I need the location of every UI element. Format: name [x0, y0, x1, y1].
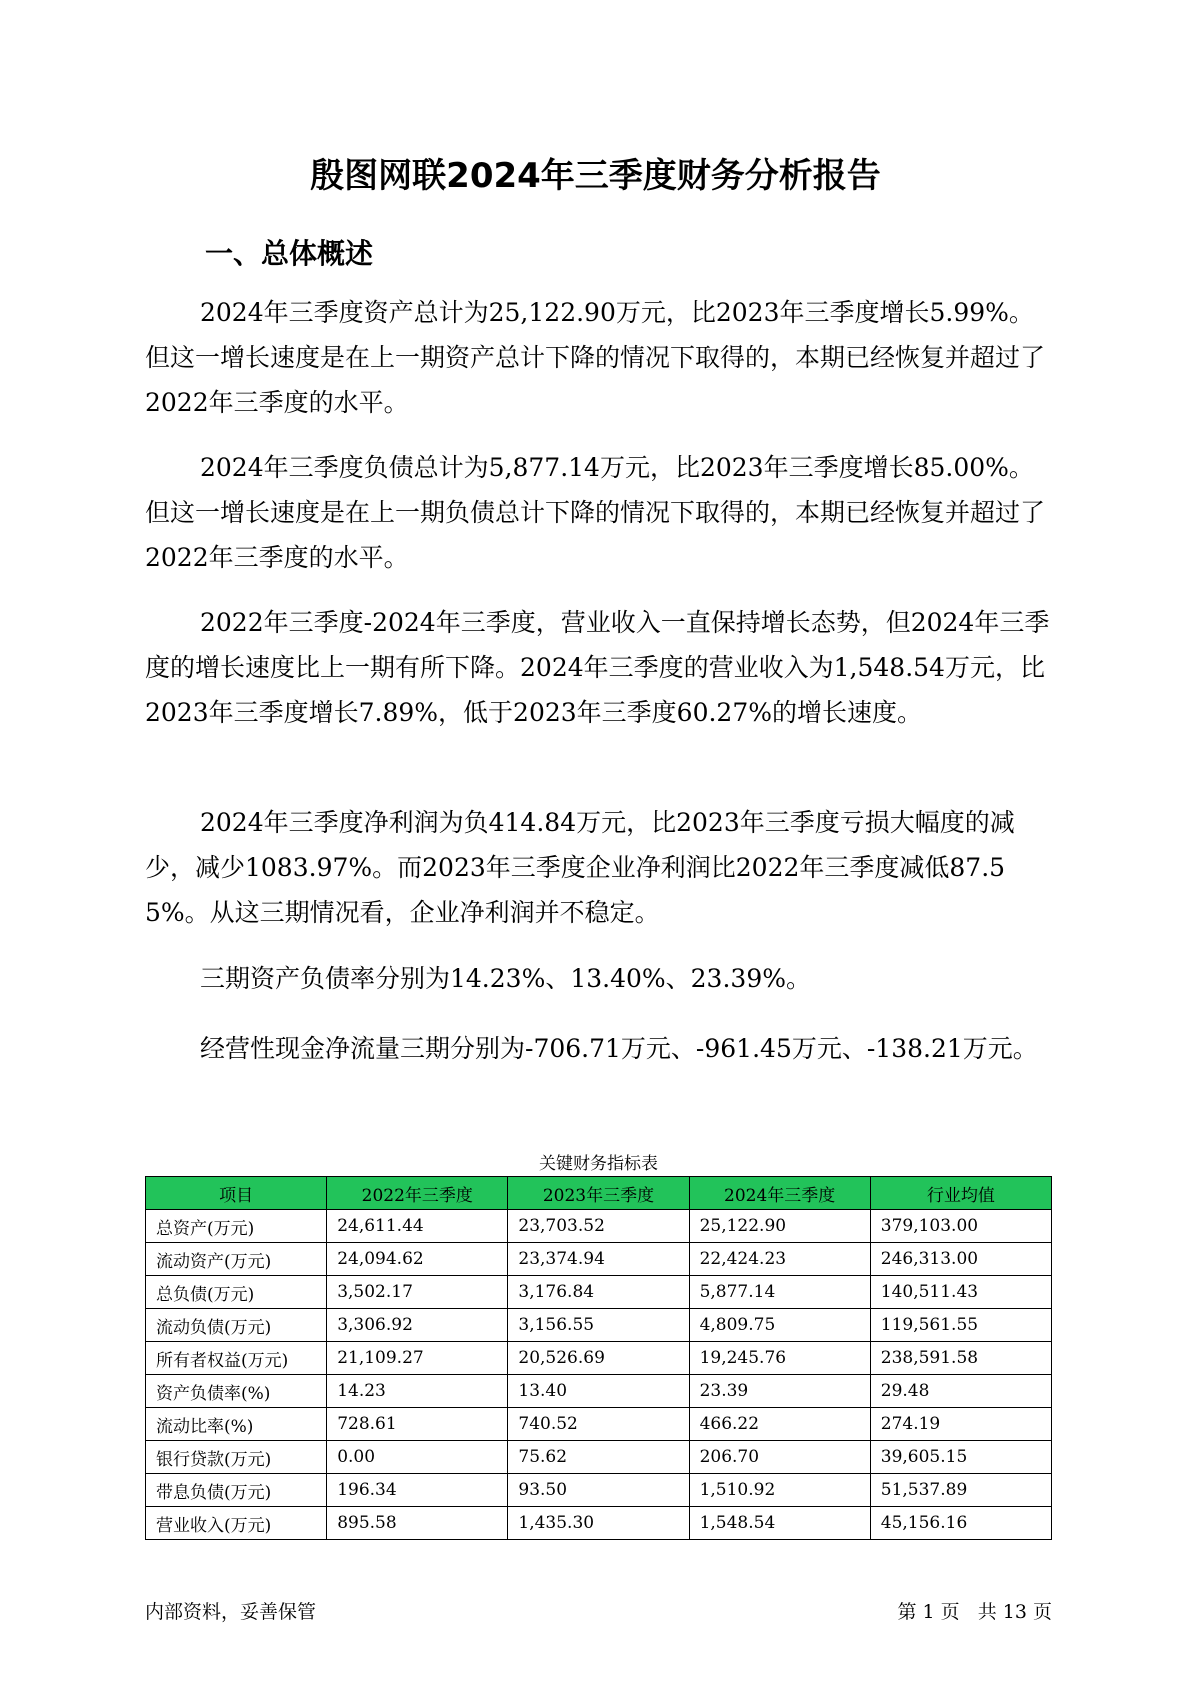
table-row: [146, 1375, 1052, 1408]
table-row: [146, 1408, 1052, 1441]
table-row: [146, 1210, 1052, 1243]
table-cell: 总负债(万元): [146, 1276, 327, 1309]
paragraph-cash-flow: 经营性现金净流量三期分别为-706.71万元、-961.45万元、-138.21万元。: [200, 1034, 1038, 1063]
table-cell: 4,809.75: [689, 1309, 870, 1342]
table-cell: 196.34: [327, 1474, 508, 1507]
table-cell: 所有者权益(万元): [146, 1342, 327, 1375]
table-cell: 1,548.54: [689, 1507, 870, 1540]
table-cell: 119,561.55: [870, 1309, 1051, 1342]
header-cell: 2023年三季度: [508, 1177, 689, 1210]
table-cell: 206.70: [689, 1441, 870, 1474]
table-cell: 21,109.27: [327, 1342, 508, 1375]
table-cell: 带息负债(万元): [146, 1474, 327, 1507]
header-cell: 行业均值: [870, 1177, 1051, 1210]
paragraph-debt-ratio: 三期资产负债率分别为14.23%、13.40%、23.39%。: [200, 964, 811, 993]
table-cell: 0.00: [327, 1441, 508, 1474]
table-cell: 3,306.92: [327, 1309, 508, 1342]
paragraph-liabilities: 2024年三季度负债总计为5,877.14万元，比2023年三季度增长85.00%。但这一增长速度是在上一期负债总计下降的情况下取得的，本期已经恢复并超过了2022年三季度的水平。: [145, 453, 1046, 572]
table-cell: 14.23: [327, 1375, 508, 1408]
table-cell: 营业收入(万元): [146, 1507, 327, 1540]
table-cell: 140,511.43: [870, 1276, 1051, 1309]
table-cell: 246,313.00: [870, 1243, 1051, 1276]
table-cell: 13.40: [508, 1375, 689, 1408]
table-row: [146, 1507, 1052, 1540]
table-cell: 466.22: [689, 1408, 870, 1441]
header-cell: 项目: [146, 1177, 327, 1210]
table-row: [146, 1276, 1052, 1309]
table-cell: 24,611.44: [327, 1210, 508, 1243]
table-cell: 238,591.58: [870, 1342, 1051, 1375]
table-row: [146, 1342, 1052, 1375]
page-title: 殷图网联2024年三季度财务分析报告: [310, 156, 881, 196]
table-cell: 资产负债率(%): [146, 1375, 327, 1408]
table-header-row: [146, 1177, 1052, 1210]
paragraph-revenue: 2022年三季度-2024年三季度，营业收入一直保持增长态势，但2024年三季度的增长速度比上一期有所下降。2024年三季度的营业收入为1,548.54万元，比2023年三季度增长7.89%，低于2023年三季度60.27%的增长速度。: [145, 608, 1050, 727]
table-cell: 379,103.00: [870, 1210, 1051, 1243]
table-caption: 关键财务指标表: [539, 1154, 658, 1174]
table-cell: 728.61: [327, 1408, 508, 1441]
table-row: [146, 1474, 1052, 1507]
table-cell: 3,176.84: [508, 1276, 689, 1309]
footer-confidential-note: 内部资料，妥善保管: [145, 1601, 317, 1623]
table-cell: 25,122.90: [689, 1210, 870, 1243]
table-cell: 1,510.92: [689, 1474, 870, 1507]
table-cell: 流动资产(万元): [146, 1243, 327, 1276]
header-cell: 2024年三季度: [689, 1177, 870, 1210]
table-cell: 895.58: [327, 1507, 508, 1540]
table-cell: 20,526.69: [508, 1342, 689, 1375]
table-cell: 740.52: [508, 1408, 689, 1441]
table-cell: 总资产(万元): [146, 1210, 327, 1243]
table-cell: 45,156.16: [870, 1507, 1051, 1540]
table-cell: 23,374.94: [508, 1243, 689, 1276]
table-row: [146, 1309, 1052, 1342]
table-cell: 流动负债(万元): [146, 1309, 327, 1342]
table-cell: 1,435.30: [508, 1507, 689, 1540]
table-cell: 流动比率(%): [146, 1408, 327, 1441]
table-cell: 19,245.76: [689, 1342, 870, 1375]
section-heading: 一、总体概述: [205, 237, 374, 270]
table-row: [146, 1243, 1052, 1276]
table-cell: 93.50: [508, 1474, 689, 1507]
table-cell: 3,502.17: [327, 1276, 508, 1309]
table-cell: 75.62: [508, 1441, 689, 1474]
key-financial-table: [145, 1176, 1052, 1540]
paragraph-assets: 2024年三季度资产总计为25,122.90万元，比2023年三季度增长5.99%。但这一增长速度是在上一期资产总计下降的情况下取得的，本期已经恢复并超过了2022年三季度的水平。: [145, 298, 1046, 417]
table-cell: 22,424.23: [689, 1243, 870, 1276]
table-cell: 23,703.52: [508, 1210, 689, 1243]
header-cell: 2022年三季度: [327, 1177, 508, 1210]
table-cell: 29.48: [870, 1375, 1051, 1408]
table-cell: 3,156.55: [508, 1309, 689, 1342]
table-cell: 5,877.14: [689, 1276, 870, 1309]
table-cell: 23.39: [689, 1375, 870, 1408]
table-cell: 24,094.62: [327, 1243, 508, 1276]
table-cell: 274.19: [870, 1408, 1051, 1441]
table-cell: 39,605.15: [870, 1441, 1051, 1474]
table-cell: 银行贷款(万元): [146, 1441, 327, 1474]
paragraph-net-profit: 2024年三季度净利润为负414.84万元，比2023年三季度亏损大幅度的减少，减少1083.97%。而2023年三季度企业净利润比2022年三季度减低87.55%。从这三期情况看，企业净利润并不稳定。: [145, 808, 1015, 927]
footer-page-number: 第 1 页 共 13 页: [897, 1601, 1052, 1623]
table-row: [146, 1441, 1052, 1474]
table-cell: 51,537.89: [870, 1474, 1051, 1507]
